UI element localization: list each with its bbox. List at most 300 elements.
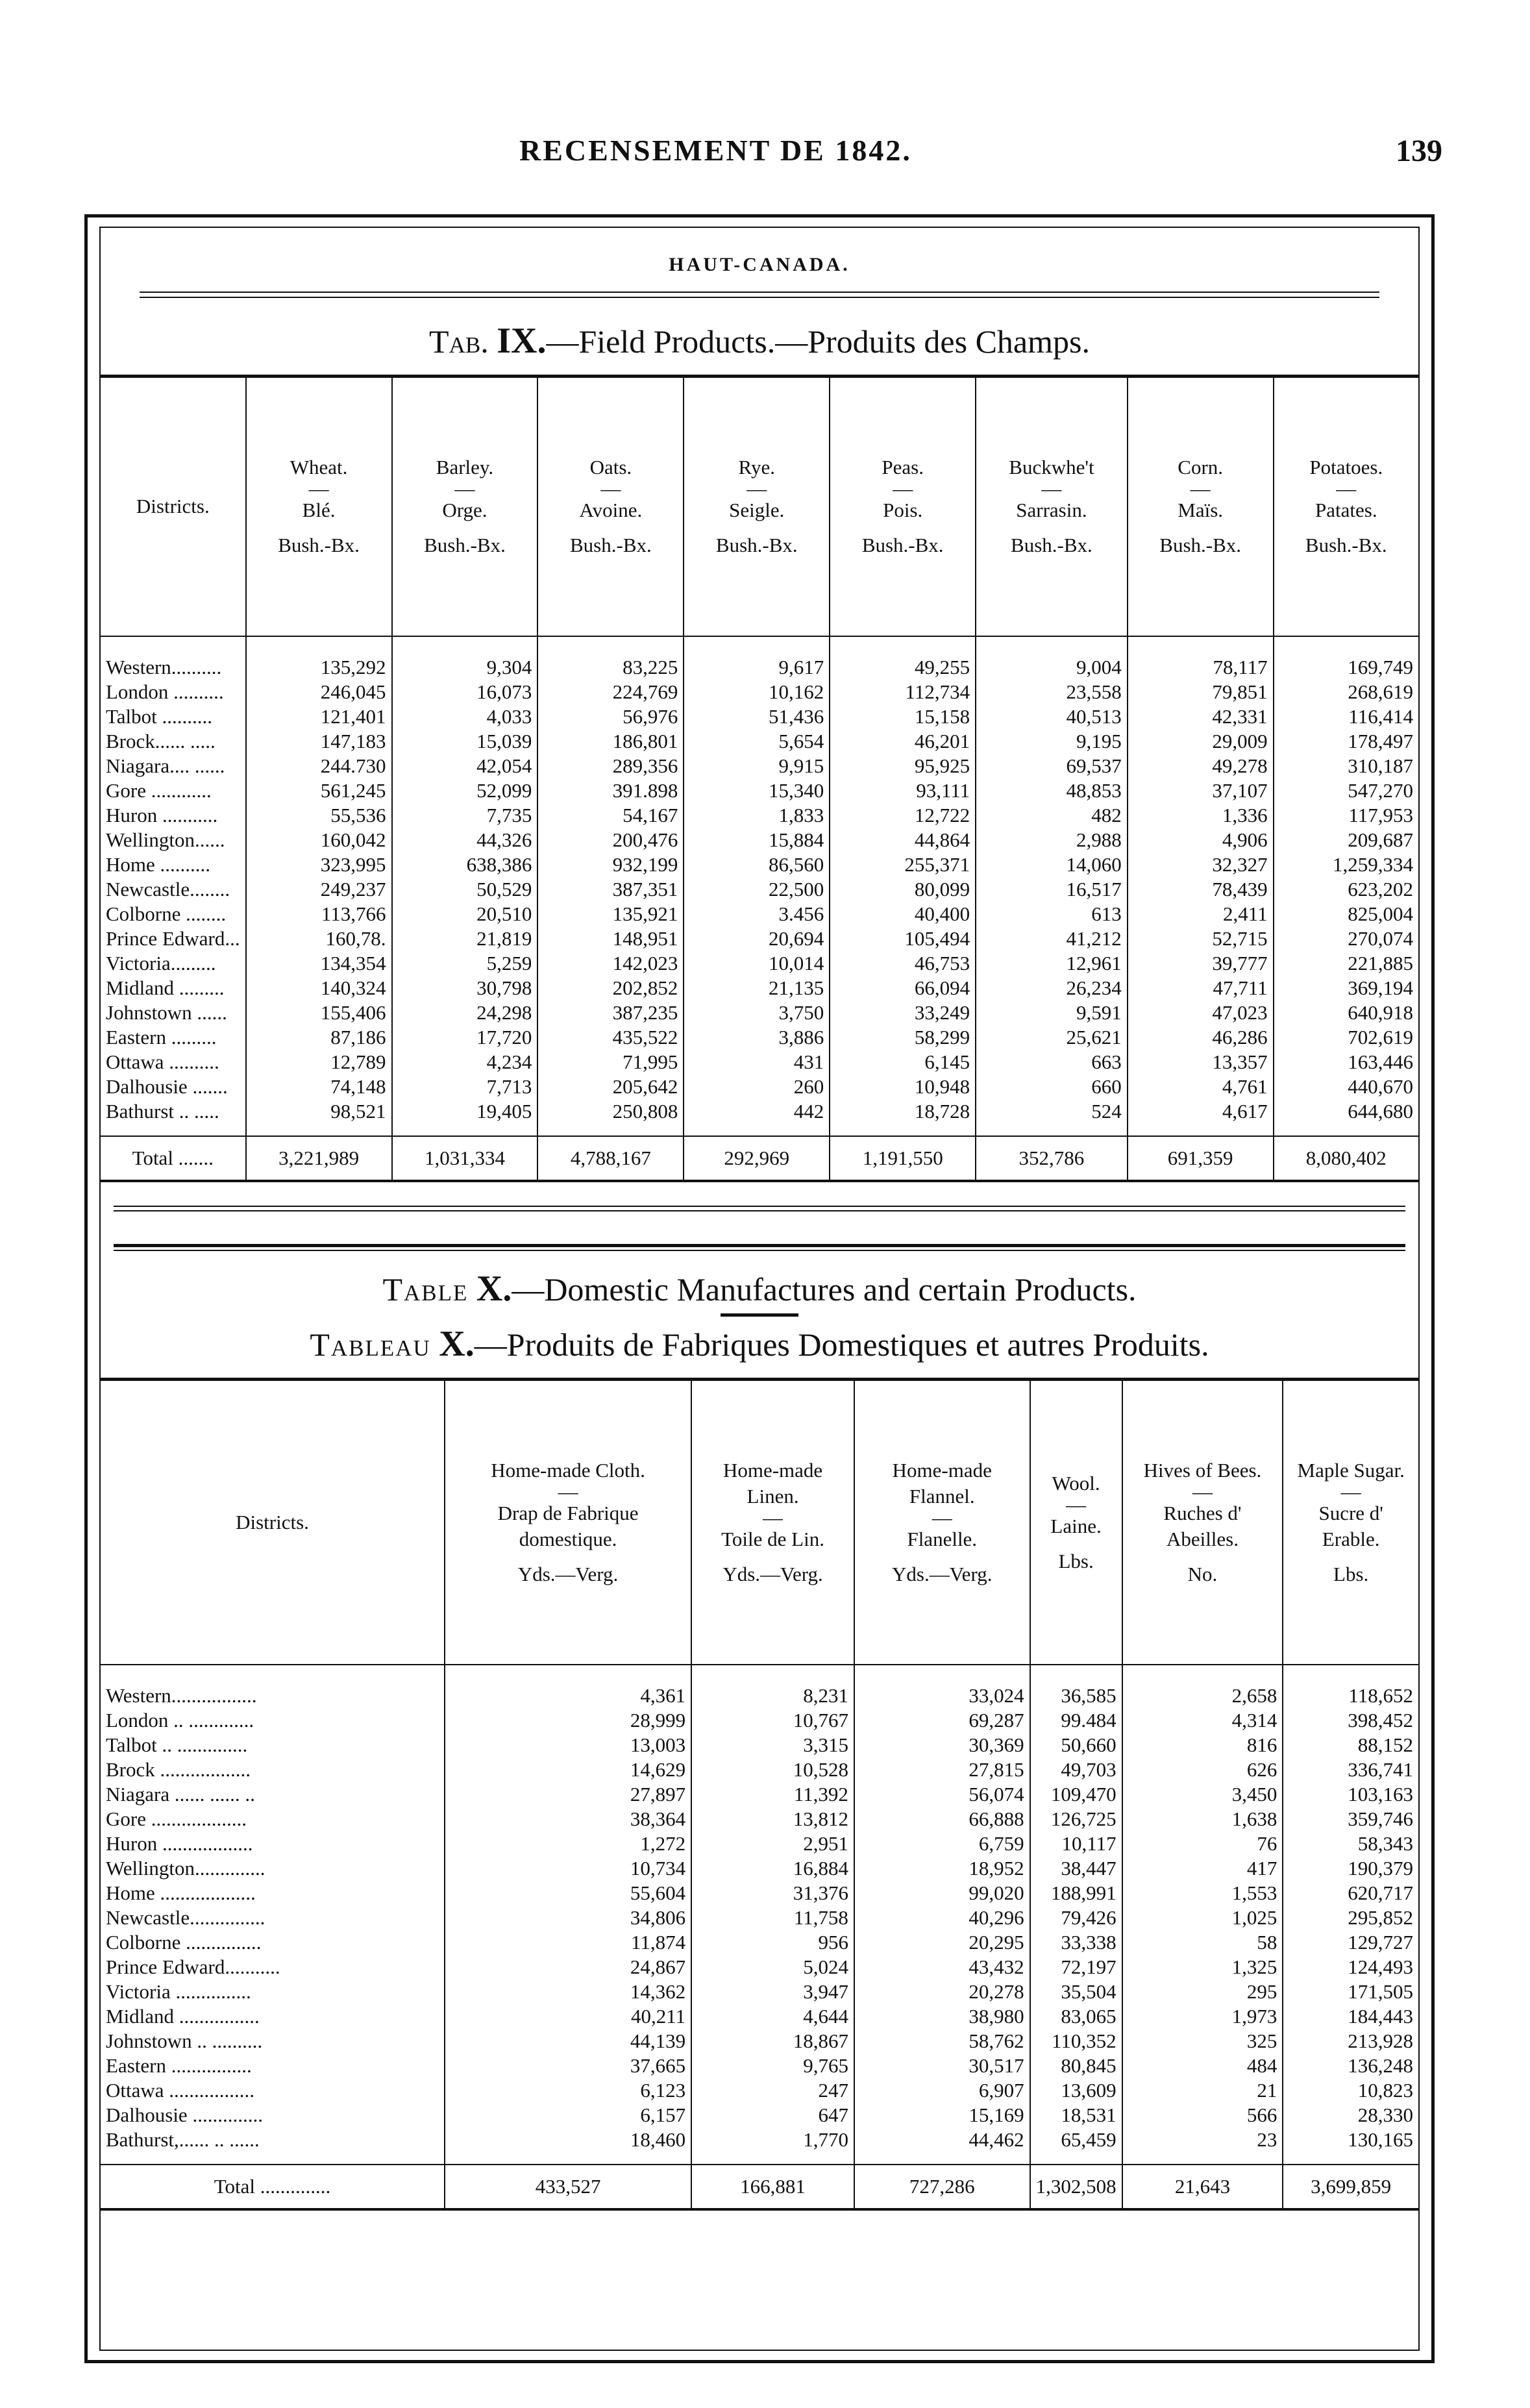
data-cell: 30,369 (854, 1733, 1030, 1757)
data-cell: 9,765 (691, 2054, 854, 2078)
data-cell: 129,727 (1283, 1930, 1418, 1955)
data-cell: 43,432 (854, 1955, 1030, 1980)
data-cell: 623,202 (1274, 877, 1418, 902)
data-cell: 22,500 (684, 877, 830, 902)
data-cell: 18,867 (691, 2029, 854, 2054)
table9-title-prefix: Tab. (429, 323, 489, 360)
table10-title-fr (101, 1323, 1418, 1365)
district-name: Victoria......... (106, 951, 216, 974)
separator-rule (114, 1206, 1405, 1211)
data-cell: 46,753 (830, 951, 976, 976)
column-header-fr: Seigle. (729, 499, 785, 522)
data-cell: 387,235 (537, 1000, 684, 1025)
data-cell: 37,665 (445, 2054, 691, 2078)
table10-title-en (101, 1268, 1418, 1310)
data-cell: 171,505 (1283, 1980, 1418, 2004)
column-unit: Lbs. (1333, 1562, 1369, 1585)
column-header (976, 377, 1128, 636)
data-cell: 79,851 (1128, 680, 1274, 704)
data-cell: 65,459 (1030, 2128, 1122, 2165)
data-cell: 702,619 (1274, 1025, 1418, 1050)
table10-title-fr-prefix: Tableau (310, 1326, 431, 1363)
data-cell: 359,746 (1283, 1807, 1418, 1831)
table-row (101, 1856, 1418, 1881)
data-cell: 260 (684, 1074, 830, 1099)
data-cell: 12,789 (246, 1050, 392, 1074)
table10-title-en-prefix: Table (382, 1271, 469, 1308)
data-cell: 431 (684, 1050, 830, 1074)
district-name: Eastern ......... (106, 1025, 217, 1049)
table-row (101, 1881, 1418, 1905)
data-cell: 12,722 (830, 803, 976, 828)
data-cell: 19,405 (392, 1099, 538, 1136)
table-row (101, 828, 1418, 852)
table-row (101, 704, 1418, 729)
data-cell: 1,833 (684, 803, 830, 828)
column-header (854, 1379, 1030, 1665)
table-row (101, 2054, 1418, 2078)
data-cell: 11,758 (691, 1905, 854, 1930)
column-unit: Bush.-Bx. (570, 534, 652, 557)
table-row (101, 729, 1418, 754)
data-cell: 33,249 (830, 1000, 976, 1025)
column-unit: No. (1187, 1562, 1218, 1585)
data-cell: 134,354 (246, 951, 392, 976)
column-header-en: Peas. (882, 456, 924, 479)
data-cell: 15,158 (830, 704, 976, 729)
column-header (537, 377, 684, 636)
data-cell: 6,759 (854, 1831, 1030, 1856)
table9-title-numeral: IX. (497, 321, 547, 361)
data-cell: 566 (1122, 2103, 1283, 2128)
data-cell: 200,476 (537, 828, 684, 852)
district-name: Wellington...... (106, 828, 225, 851)
data-cell: 38,447 (1030, 1856, 1122, 1881)
data-cell: 66,888 (854, 1807, 1030, 1831)
data-cell: 16,517 (976, 877, 1128, 902)
data-cell: 55,536 (246, 803, 392, 828)
table-row (101, 778, 1418, 803)
header-dash: — (1340, 1480, 1361, 1503)
data-cell: 369,194 (1274, 976, 1418, 1000)
table10-title-en-text: —Domestic Manufactures and certain Products. (512, 1271, 1137, 1308)
data-cell: 12,961 (976, 951, 1128, 976)
data-cell: 435,522 (537, 1025, 684, 1050)
table-row (101, 1831, 1418, 1856)
table-row (101, 1980, 1418, 2004)
data-cell: 9,591 (976, 1000, 1128, 1025)
data-cell: 35,504 (1030, 1980, 1122, 2004)
total-cell: 433,527 (445, 2165, 691, 2209)
data-cell: 40,400 (830, 902, 976, 926)
data-cell: 310,187 (1274, 754, 1418, 778)
data-cell: 15,169 (854, 2103, 1030, 2128)
district-name: Niagara ...... ...... .. (106, 1783, 255, 1806)
total-cell: 727,286 (854, 2165, 1030, 2209)
data-cell: 160,042 (246, 828, 392, 852)
data-cell: 561,245 (246, 778, 392, 803)
column-header (1128, 377, 1274, 636)
column-header-fr: Patates. (1315, 499, 1377, 522)
data-cell: 4,644 (691, 2004, 854, 2029)
column-unit: Bush.-Bx. (861, 534, 944, 557)
page-frame (84, 214, 1435, 2363)
table-row (101, 2103, 1418, 2128)
data-cell: 255,371 (830, 852, 976, 877)
data-cell: 224,769 (537, 680, 684, 704)
double-rule (140, 292, 1379, 298)
district-name: Prince Edward........... (106, 1955, 280, 1978)
data-cell: 482 (976, 803, 1128, 828)
data-cell: 50,660 (1030, 1733, 1122, 1757)
data-cell: 9,195 (976, 729, 1128, 754)
data-cell: 1,325 (1122, 1955, 1283, 1980)
total-cell: 1,302,508 (1030, 2165, 1122, 2209)
data-cell: 178,497 (1274, 729, 1418, 754)
data-cell: 135,292 (246, 636, 392, 680)
table10 (101, 1378, 1418, 2211)
data-cell: 118,652 (1283, 1665, 1418, 1708)
data-cell: 1,638 (1122, 1807, 1283, 1831)
data-cell: 16,073 (392, 680, 538, 704)
district-name: Newcastle............... (106, 1906, 265, 1929)
data-cell: 38,980 (854, 2004, 1030, 2029)
data-cell: 27,897 (445, 1782, 691, 1807)
data-cell: 816 (1122, 1733, 1283, 1757)
data-cell: 147,183 (246, 729, 392, 754)
data-cell: 44,864 (830, 828, 976, 852)
data-cell: 6,157 (445, 2103, 691, 2128)
data-cell: 148,951 (537, 926, 684, 951)
data-cell: 20,694 (684, 926, 830, 951)
data-cell: 160,78. (246, 926, 392, 951)
column-header-en: Maple Sugar. (1297, 1458, 1405, 1482)
table9-total-row (101, 1136, 1418, 1181)
data-cell: 15,039 (392, 729, 538, 754)
data-cell: 51,436 (684, 704, 830, 729)
data-cell: 391.898 (537, 778, 684, 803)
data-cell: 155,406 (246, 1000, 392, 1025)
district-name: Prince Edward... (106, 926, 240, 950)
running-title: RECENSEMENT DE 1842. (519, 134, 912, 167)
data-cell: 88,152 (1283, 1733, 1418, 1757)
data-cell: 56,976 (537, 704, 684, 729)
district-name: London .......... (106, 680, 224, 703)
data-cell: 11,392 (691, 1782, 854, 1807)
data-cell: 249,237 (246, 877, 392, 902)
data-cell: 130,165 (1283, 2128, 1418, 2165)
table-row (101, 2078, 1418, 2103)
data-cell: 74,148 (246, 1074, 392, 1099)
data-cell: 13,003 (445, 1733, 691, 1757)
data-cell: 3,886 (684, 1025, 830, 1050)
data-cell: 9,004 (976, 636, 1128, 680)
district-name: Ottawa ................. (106, 2079, 255, 2102)
data-cell: 3,750 (684, 1000, 830, 1025)
header-dash: — (763, 1506, 784, 1529)
data-cell: 4,361 (445, 1665, 691, 1708)
data-cell: 6,145 (830, 1050, 976, 1074)
data-cell: 647 (691, 2103, 854, 2128)
data-cell: 44,139 (445, 2029, 691, 2054)
data-cell: 268,619 (1274, 680, 1418, 704)
column-header (392, 377, 538, 636)
data-cell: 398,452 (1283, 1708, 1418, 1733)
column-unit: Bush.-Bx. (424, 534, 506, 557)
table-row (101, 680, 1418, 704)
data-cell: 72,197 (1030, 1955, 1122, 1980)
table9 (101, 375, 1418, 1182)
data-cell: 52,715 (1128, 926, 1274, 951)
data-cell: 48,853 (976, 778, 1128, 803)
header-dash: — (1066, 1493, 1087, 1516)
total-cell: 8,080,402 (1274, 1136, 1418, 1181)
district-name: Colborne ............... (106, 1931, 262, 1954)
data-cell: 2,658 (1122, 1665, 1283, 1708)
column-header (246, 377, 392, 636)
data-cell: 54,167 (537, 803, 684, 828)
data-cell: 1,553 (1122, 1881, 1283, 1905)
header-dash: — (932, 1506, 952, 1529)
table10-total-row (101, 2165, 1418, 2209)
data-cell: 8,231 (691, 1665, 854, 1708)
district-name: Dalhousie ....... (106, 1074, 228, 1098)
data-cell: 17,720 (392, 1025, 538, 1050)
data-cell: 169,749 (1274, 636, 1418, 680)
page-number: 139 (1396, 134, 1442, 168)
data-cell: 28,330 (1283, 2103, 1418, 2128)
data-cell: 10,162 (684, 680, 830, 704)
district-name: Niagara.... ...... (106, 754, 225, 777)
table-row (101, 2128, 1418, 2165)
data-cell: 7,735 (392, 803, 538, 828)
data-cell: 30,517 (854, 2054, 1030, 2078)
data-cell: 44,326 (392, 828, 538, 852)
table-row (101, 1708, 1418, 1733)
data-cell: 83,225 (537, 636, 684, 680)
data-cell: 46,286 (1128, 1025, 1274, 1050)
district-name: Johnstown ...... (106, 1000, 227, 1024)
data-cell: 86,560 (684, 852, 830, 877)
table-row (101, 2029, 1418, 2054)
data-cell: 289,356 (537, 754, 684, 778)
data-cell: 47,023 (1128, 1000, 1274, 1025)
table-row (101, 1665, 1418, 1708)
table9-district-header: Districts. (101, 377, 246, 636)
data-cell: 10,823 (1283, 2078, 1418, 2103)
data-cell: 58,343 (1283, 1831, 1418, 1856)
data-cell: 66,094 (830, 976, 976, 1000)
data-cell: 15,340 (684, 778, 830, 803)
data-cell: 247 (691, 2078, 854, 2103)
data-cell: 52,099 (392, 778, 538, 803)
data-cell: 109,470 (1030, 1782, 1122, 1807)
data-cell: 213,928 (1283, 2029, 1418, 2054)
total-cell: 166,881 (691, 2165, 854, 2209)
data-cell: 50,529 (392, 877, 538, 902)
data-cell: 58,762 (854, 2029, 1030, 2054)
data-cell: 4,761 (1128, 1074, 1274, 1099)
data-cell: 7,713 (392, 1074, 538, 1099)
district-name: Brock...... ..... (106, 729, 216, 752)
data-cell: 190,379 (1283, 1856, 1418, 1881)
column-header-en: Home-made Flannel. (892, 1458, 992, 1508)
data-cell: 932,199 (537, 852, 684, 877)
total-cell: 292,969 (684, 1136, 830, 1181)
column-header-fr: Flanelle. (907, 1527, 978, 1550)
column-header-fr: Pois. (883, 499, 923, 522)
district-name: Midland ................ (106, 2005, 260, 2028)
data-cell: 4,234 (392, 1050, 538, 1074)
column-header-en: Hives of Bees. (1143, 1458, 1262, 1482)
data-cell: 37,107 (1128, 778, 1274, 803)
data-cell: 6,123 (445, 2078, 691, 2103)
title-rule (721, 1313, 798, 1317)
district-name: Huron .................. (106, 1832, 253, 1855)
column-header-en: Barley. (436, 456, 494, 479)
data-cell: 246,045 (246, 680, 392, 704)
data-cell: 6,907 (854, 2078, 1030, 2103)
data-cell: 16,884 (691, 1856, 854, 1881)
data-cell: 13,609 (1030, 2078, 1122, 2103)
data-cell: 638,386 (392, 852, 538, 877)
header-dash: — (746, 477, 767, 501)
data-cell: 3,947 (691, 1980, 854, 2004)
data-cell: 547,270 (1274, 778, 1418, 803)
data-cell: 21,819 (392, 926, 538, 951)
data-cell: 80,099 (830, 877, 976, 902)
data-cell: 42,331 (1128, 704, 1274, 729)
data-cell: 38,364 (445, 1807, 691, 1831)
data-cell: 442 (684, 1099, 830, 1136)
table-row (101, 1930, 1418, 1955)
data-cell: 644,680 (1274, 1099, 1418, 1136)
data-cell: 417 (1122, 1856, 1283, 1881)
data-cell: 14,362 (445, 1980, 691, 2004)
column-unit: Yds.—Verg. (517, 1562, 619, 1585)
column-header-en: Wheat. (290, 456, 348, 479)
data-cell: 660 (976, 1074, 1128, 1099)
data-cell: 18,728 (830, 1099, 976, 1136)
data-cell: 295 (1122, 1980, 1283, 2004)
table10-title-fr-text: —Produits de Fabriques Domestiques et autres Produits. (474, 1326, 1209, 1363)
data-cell: 613 (976, 902, 1128, 926)
district-name: Huron ........... (106, 803, 218, 826)
data-cell: 135,921 (537, 902, 684, 926)
table-row (101, 1074, 1418, 1099)
column-header-fr: Drap de Fabrique domestique. (497, 1501, 639, 1550)
header-dash: — (308, 477, 329, 501)
table10-district-header: Districts. (101, 1379, 445, 1665)
data-cell: 116,414 (1274, 704, 1418, 729)
page-frame-inner (99, 227, 1420, 2351)
district-name: Brock .................. (106, 1758, 251, 1781)
table10-section (101, 1268, 1418, 2211)
data-cell: 323,995 (246, 852, 392, 877)
data-cell: 14,060 (976, 852, 1128, 877)
data-cell: 1,770 (691, 2128, 854, 2165)
table9-body (101, 636, 1418, 1136)
column-header (1274, 377, 1418, 636)
column-header-en: Rye. (738, 456, 775, 479)
district-name: Eastern ................ (106, 2054, 252, 2077)
data-cell: 205,642 (537, 1074, 684, 1099)
column-header-fr: Toile de Lin. (721, 1527, 824, 1550)
data-cell: 39,777 (1128, 951, 1274, 976)
data-cell: 42,054 (392, 754, 538, 778)
district-name: Ottawa .......... (106, 1050, 219, 1073)
column-header (445, 1379, 691, 1665)
column-header (1122, 1379, 1283, 1665)
table-row (101, 902, 1418, 926)
table-row (101, 1025, 1418, 1050)
column-header-en: Buckwhe't (1009, 456, 1094, 479)
data-cell: 640,918 (1274, 1000, 1418, 1025)
data-cell: 36,585 (1030, 1665, 1122, 1708)
data-cell: 47,711 (1128, 976, 1274, 1000)
header-dash: — (1192, 1480, 1213, 1503)
data-cell: 113,766 (246, 902, 392, 926)
data-cell: 10,948 (830, 1074, 976, 1099)
column-header-fr: Blé. (302, 499, 336, 522)
table9-header-row (101, 377, 1418, 636)
column-header-fr: Sarrasin. (1016, 499, 1087, 522)
data-cell: 295,852 (1283, 1905, 1418, 1930)
data-cell: 33,338 (1030, 1930, 1122, 1955)
table-row (101, 1000, 1418, 1025)
data-cell: 27,815 (854, 1757, 1030, 1782)
data-cell: 71,995 (537, 1050, 684, 1074)
section-separator (114, 1206, 1405, 1251)
table-row (101, 951, 1418, 976)
column-header-fr: Laine. (1050, 1514, 1102, 1537)
data-cell: 524 (976, 1099, 1128, 1136)
data-cell: 33,024 (854, 1665, 1030, 1708)
data-cell: 4,033 (392, 704, 538, 729)
data-cell: 11,874 (445, 1930, 691, 1955)
data-cell: 49,255 (830, 636, 976, 680)
district-name: Gore ............ (106, 778, 212, 802)
column-unit: Bush.-Bx. (1305, 534, 1387, 557)
table-row (101, 1782, 1418, 1807)
data-cell: 13,357 (1128, 1050, 1274, 1074)
column-header-fr: Maïs. (1178, 499, 1224, 522)
data-cell: 136,248 (1283, 2054, 1418, 2078)
data-cell: 209,687 (1274, 828, 1418, 852)
total-cell: 1,031,334 (392, 1136, 538, 1181)
data-cell: 250,808 (537, 1099, 684, 1136)
table-row (101, 1733, 1418, 1757)
district-name: Midland ......... (106, 976, 225, 999)
district-name: Johnstown .. .......... (106, 2029, 263, 2052)
data-cell: 2,951 (691, 1831, 854, 1856)
column-header-en: Home-made Linen. (722, 1458, 823, 1508)
column-unit: Bush.-Bx. (1159, 534, 1242, 557)
table10-total-label: Total .............. (101, 2165, 445, 2209)
table-row (101, 1757, 1418, 1782)
data-cell: 336,741 (1283, 1757, 1418, 1782)
district-name: Talbot .. .............. (106, 1733, 248, 1756)
data-cell: 78,439 (1128, 877, 1274, 902)
total-cell: 4,788,167 (537, 1136, 684, 1181)
data-cell: 9,915 (684, 754, 830, 778)
data-cell: 32,327 (1128, 852, 1274, 877)
data-cell: 3,450 (1122, 1782, 1283, 1807)
district-name: Gore ................... (106, 1807, 247, 1830)
header-dash: — (1336, 477, 1357, 501)
data-cell: 14,629 (445, 1757, 691, 1782)
column-header (684, 377, 830, 636)
